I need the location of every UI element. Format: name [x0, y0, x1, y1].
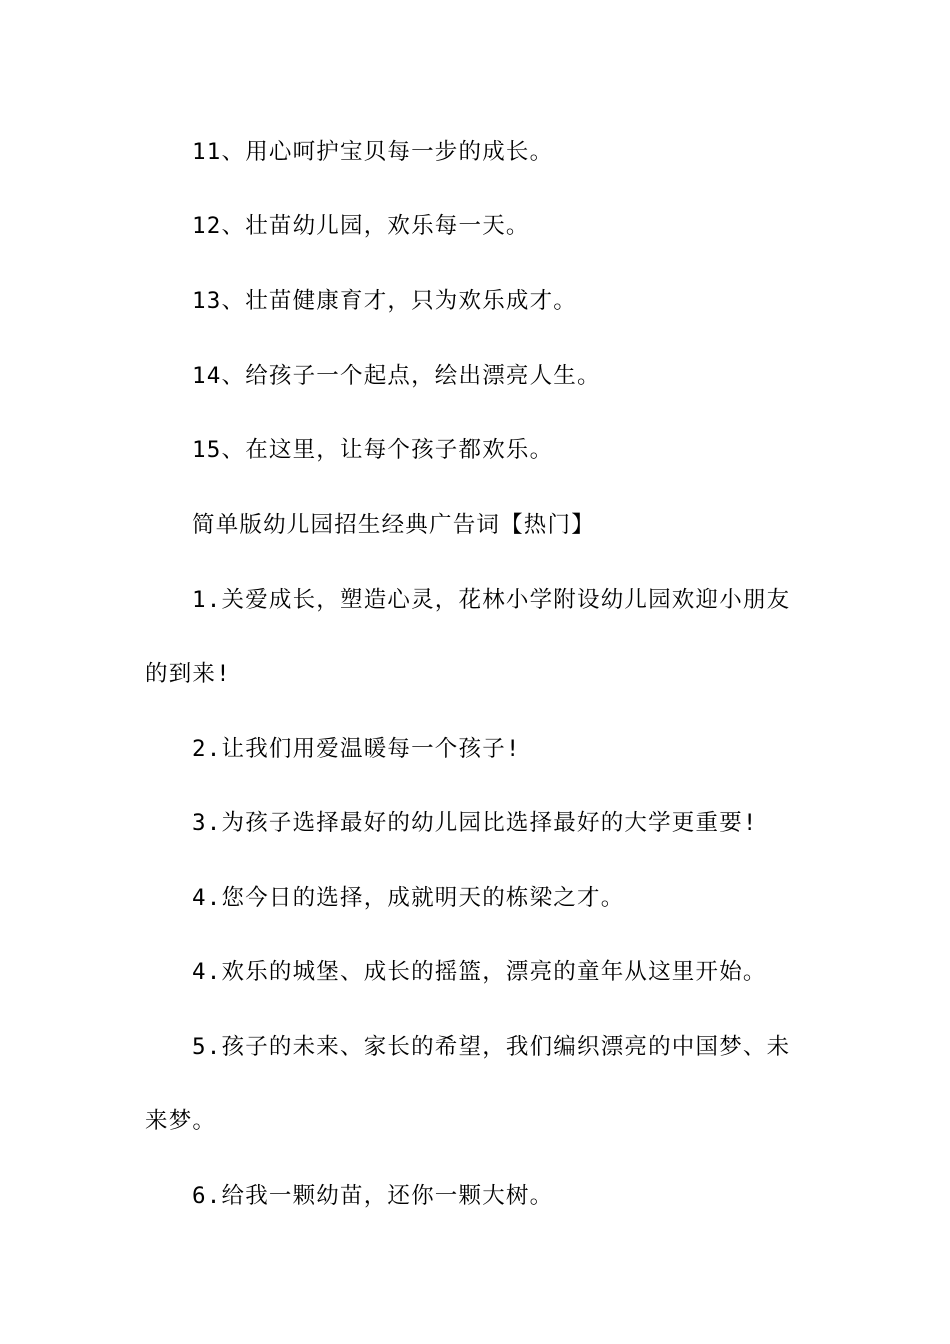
text-line-8: 的到来! — [145, 661, 231, 687]
text-line-13: 5.孩子的未来、家长的希望，我们编织漂亮的中国梦、未 — [192, 1034, 791, 1060]
text-line-12: 4.欢乐的城堡、成长的摇篮，漂亮的童年从这里开始。 — [192, 959, 767, 985]
text-line-7: 1.关爱成长，塑造心灵，花林小学附设幼儿园欢迎小朋友 — [192, 587, 791, 613]
text-line-14: 来梦。 — [145, 1108, 217, 1134]
text-line-5: 15、在这里，让每个孩子都欢乐。 — [192, 437, 554, 463]
text-line-4: 14、给孩子一个起点，绘出漂亮人生。 — [192, 363, 601, 389]
text-line-9: 2.让我们用爱温暖每一个孩子! — [192, 736, 521, 762]
text-line-15: 6.给我一颗幼苗，还你一颗大树。 — [192, 1183, 554, 1209]
text-line-11: 4.您今日的选择，成就明天的栋梁之才。 — [192, 885, 625, 911]
section-heading: 简单版幼儿园招生经典广告词【热门】 — [192, 512, 595, 538]
text-line-2: 12、壮苗幼儿园，欢乐每一天。 — [192, 213, 530, 239]
text-line-3: 13、壮苗健康育才，只为欢乐成才。 — [192, 288, 577, 314]
text-line-10: 3.为孩子选择最好的幼儿园比选择最好的大学更重要! — [192, 810, 758, 836]
text-line-1: 11、用心呵护宝贝每一步的成长。 — [192, 139, 554, 165]
